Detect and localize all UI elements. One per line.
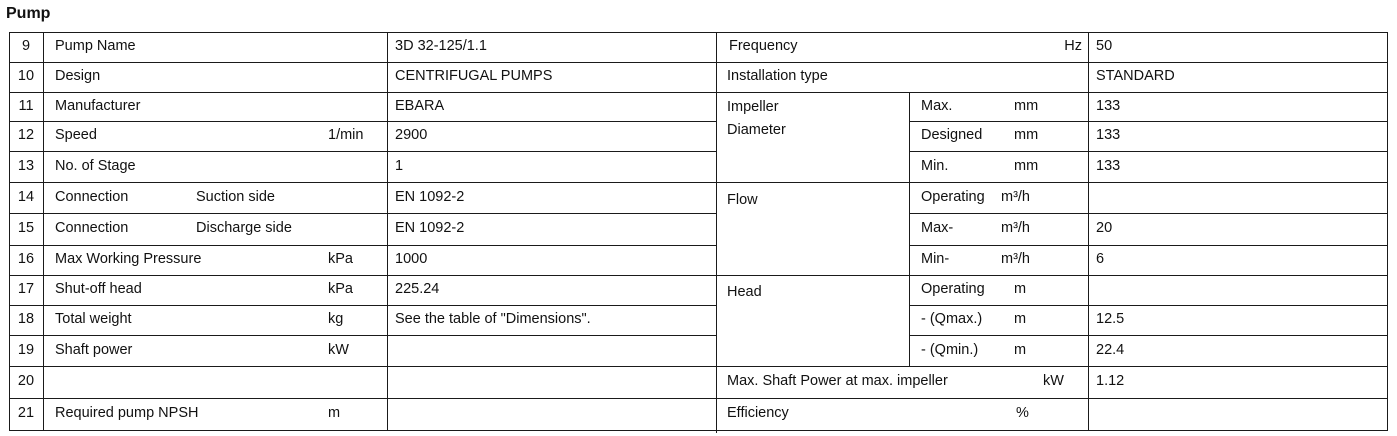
impeller-unit: mm	[1014, 158, 1039, 174]
grid-line	[716, 398, 1388, 399]
grid-line	[9, 305, 717, 306]
row-value: 1000	[395, 251, 428, 267]
flow-value: 20	[1096, 220, 1113, 236]
frequency-label: Frequency	[729, 38, 798, 54]
row-value: EN 1092-2	[395, 189, 465, 205]
max-shaft-power-unit: kW	[1043, 373, 1064, 389]
grid-line	[9, 335, 717, 336]
row-number: 10	[17, 68, 35, 84]
efficiency-label: Efficiency	[727, 405, 789, 421]
grid-line	[716, 275, 1388, 276]
row-label: Connection	[55, 189, 129, 205]
grid-line	[9, 62, 717, 63]
row-number: 14	[17, 189, 35, 205]
grid-line	[9, 213, 717, 214]
row-value: CENTRIFUGAL PUMPS	[395, 68, 553, 84]
head-sublabel: Operating	[921, 281, 985, 297]
grid-line	[9, 398, 717, 399]
row-number: 18	[17, 311, 35, 327]
row-value: EBARA	[395, 98, 445, 114]
head-unit: m	[1014, 342, 1027, 358]
impeller-sublabel: Designed	[921, 127, 983, 143]
grid-line	[909, 92, 910, 367]
section-title: Pump	[6, 5, 51, 22]
grid-line	[9, 245, 717, 246]
impeller-unit: mm	[1014, 127, 1039, 143]
row-label: Max Working Pressure	[55, 251, 202, 267]
flow-value: 6	[1096, 251, 1105, 267]
head-unit: m	[1014, 311, 1027, 327]
grid-line	[9, 32, 717, 33]
grid-line	[909, 151, 1388, 152]
grid-line	[909, 245, 1388, 246]
impeller-label: Impeller	[727, 99, 779, 115]
impeller-sublabel: Min.	[921, 158, 949, 174]
frequency-unit: Hz	[1064, 38, 1082, 54]
row-value: 225.24	[395, 281, 440, 297]
row-label: Pump Name	[55, 38, 136, 54]
row-number: 21	[17, 405, 35, 421]
row-number: 9	[21, 38, 31, 54]
flow-label: Flow	[727, 192, 758, 208]
grid-line	[909, 335, 1388, 336]
flow-sublabel: Operating	[921, 189, 985, 205]
grid-line	[9, 151, 717, 152]
head-unit: m	[1014, 281, 1027, 297]
grid-line	[716, 366, 1388, 367]
row-number: 13	[17, 158, 35, 174]
row-number: 19	[17, 342, 35, 358]
row-number: 17	[17, 281, 35, 297]
grid-line	[909, 121, 1388, 122]
grid-line	[387, 32, 388, 431]
installation-type-value: STANDARD	[1096, 68, 1175, 84]
row-label: Connection	[55, 220, 129, 236]
row-number: 12	[17, 127, 35, 143]
row-label: Shut-off head	[55, 281, 142, 297]
efficiency-unit: %	[1016, 405, 1029, 421]
grid-line	[909, 305, 1388, 306]
impeller-label: Diameter	[727, 122, 786, 138]
head-sublabel: - (Qmax.)	[921, 311, 983, 327]
row-sublabel: Suction side	[196, 189, 275, 205]
installation-type-label: Installation type	[727, 68, 828, 84]
row-unit: kW	[328, 342, 349, 358]
row-label: Speed	[55, 127, 97, 143]
max-shaft-power-value: 1.12	[1096, 373, 1125, 389]
row-number: 20	[17, 373, 35, 389]
row-label: Manufacturer	[55, 98, 141, 114]
frequency-value: 50	[1096, 38, 1113, 54]
grid-line	[716, 430, 1388, 431]
max-shaft-power-label: Max. Shaft Power at max. impeller	[727, 373, 948, 389]
row-label: Total weight	[55, 311, 132, 327]
flow-unit: m³/h	[1001, 220, 1030, 236]
row-number: 16	[17, 251, 35, 267]
row-number: 11	[18, 98, 34, 114]
row-number: 15	[17, 220, 35, 236]
impeller-unit: mm	[1014, 98, 1039, 114]
flow-sublabel: Min-	[921, 251, 950, 267]
impeller-value: 133	[1096, 98, 1121, 114]
row-sublabel: Discharge side	[196, 220, 292, 236]
impeller-value: 133	[1096, 127, 1121, 143]
head-value: 12.5	[1096, 311, 1125, 327]
grid-line	[9, 275, 717, 276]
grid-line	[716, 182, 1388, 183]
grid-line	[716, 92, 1388, 93]
row-value: 3D 32-125/1.1	[395, 38, 487, 54]
flow-unit: m³/h	[1001, 189, 1030, 205]
grid-line	[909, 213, 1388, 214]
impeller-value: 133	[1096, 158, 1121, 174]
grid-line	[9, 430, 717, 431]
grid-line	[716, 62, 1388, 63]
row-value: 2900	[395, 127, 428, 143]
row-label: Shaft power	[55, 342, 133, 358]
grid-line	[9, 92, 717, 93]
grid-line	[9, 121, 717, 122]
grid-line	[9, 182, 717, 183]
flow-unit: m³/h	[1001, 251, 1030, 267]
row-unit: kPa	[328, 251, 353, 267]
row-unit: m	[328, 405, 341, 421]
row-value: 1	[395, 158, 404, 174]
row-unit: kPa	[328, 281, 353, 297]
head-value: 22.4	[1096, 342, 1125, 358]
row-value: EN 1092-2	[395, 220, 465, 236]
row-value: See the table of "Dimensions".	[395, 311, 591, 327]
row-label: No. of Stage	[55, 158, 136, 174]
grid-line	[716, 32, 1388, 33]
grid-line	[9, 366, 717, 367]
row-label: Design	[55, 68, 101, 84]
head-label: Head	[727, 284, 762, 300]
flow-sublabel: Max-	[921, 220, 954, 236]
head-sublabel: - (Qmin.)	[921, 342, 979, 358]
impeller-sublabel: Max.	[921, 98, 953, 114]
grid-line	[43, 32, 44, 431]
row-unit: 1/min	[328, 127, 364, 143]
row-unit: kg	[328, 311, 344, 327]
row-label: Required pump NPSH	[55, 405, 199, 421]
